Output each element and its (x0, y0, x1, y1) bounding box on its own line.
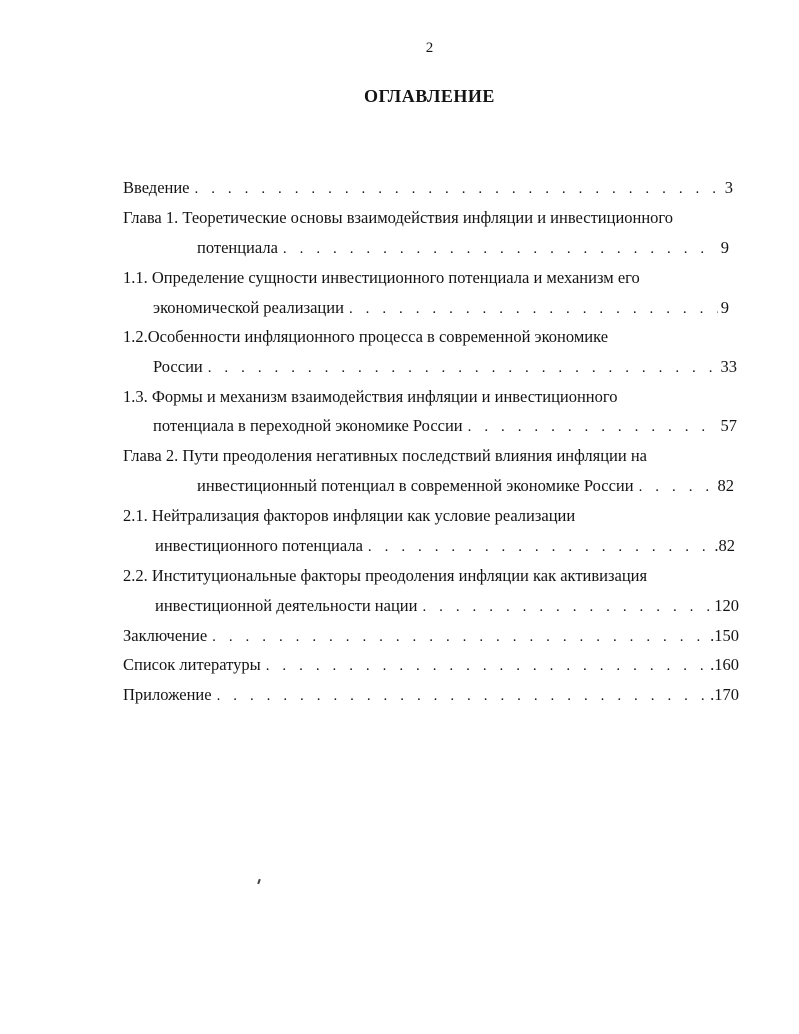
toc-entry-section-1-3[interactable] (153, 414, 737, 438)
toc-entry-label: России (153, 357, 203, 376)
page-number: 2 (425, 40, 434, 56)
toc-entry-chapter-1-line-1[interactable]: Глава 1. Теоретические основы взаимодействия инфляции и инвестиционного (123, 208, 674, 227)
toc-dot-leader (349, 297, 718, 321)
toc-entry-page: 9 (720, 238, 729, 257)
toc-entry-page: 3 (724, 178, 733, 197)
toc-title: ОГЛАВЛЕНИЕ (364, 86, 495, 106)
toc-dot-leader (208, 356, 718, 380)
toc-entry-section-2-1[interactable] (155, 534, 735, 558)
toc-entry-page: 9 (720, 298, 729, 317)
toc-entry-section-2-2-line-1[interactable]: 2.2. Институциональные факторы преодоления инфляции как активизация (123, 566, 648, 585)
toc-entry-label: Список литературы (123, 655, 261, 674)
toc-entry-page: .150 (710, 626, 739, 645)
toc-entry-introduction[interactable] (123, 176, 733, 200)
toc-entry-label: Приложение (123, 685, 212, 704)
toc-entry-chapter-2-line-1[interactable]: Глава 2. Пути преодоления негативных последствий влияния инфляции на (123, 446, 647, 465)
toc-entry-appendix[interactable] (123, 683, 739, 707)
toc-dot-leader (468, 415, 718, 439)
toc-entry-page: .82 (714, 536, 735, 555)
toc-entry-page: .170 (710, 685, 739, 704)
toc-entry-label: Заключение (123, 626, 208, 645)
toc-dot-leader (212, 625, 707, 649)
toc-entry-page: 82 (717, 476, 734, 495)
toc-entry-conclusion[interactable] (123, 624, 739, 648)
toc-entry-section-1-1[interactable] (153, 296, 729, 320)
toc-dot-leader (266, 654, 707, 678)
toc-entry-section-2-1-line-1[interactable]: 2.1. Нейтрализация факторов инфляции как условие реализации (123, 506, 576, 525)
toc-entry-section-1-2-line-1[interactable]: 1.2.Особенности инфляционного процесса в современной экономике (123, 327, 609, 346)
toc-entry-section-2-2[interactable] (155, 594, 739, 618)
toc-dot-leader (422, 595, 711, 619)
toc-entry-label: потенциала в переходной экономике России (153, 416, 463, 435)
toc-dot-leader (283, 237, 718, 261)
toc-dot-leader (217, 684, 708, 708)
toc-dot-leader (639, 475, 715, 499)
toc-entry-page: 57 (720, 416, 737, 435)
scan-speck (257, 879, 261, 884)
toc-entry-label: инвестиционной деятельности нации (155, 596, 418, 615)
toc-entry-page: 120 (714, 596, 739, 615)
toc-entry-label: инвестиционного потенциала (155, 536, 363, 555)
toc-entry-page: .160 (710, 655, 739, 674)
toc-entry-section-1-3-line-1[interactable]: 1.3. Формы и механизм взаимодействия инфляции и инвестиционного (123, 387, 618, 406)
toc-entry-bibliography[interactable] (123, 653, 739, 677)
toc-entry-chapter-2[interactable] (197, 474, 734, 498)
toc-dot-leader (368, 535, 711, 559)
toc-dot-leader (195, 177, 722, 201)
toc-entry-section-1-2[interactable] (153, 355, 737, 379)
toc-entry-label: потенциала (197, 238, 278, 257)
toc-entry-chapter-1[interactable] (197, 236, 729, 260)
toc-entry-label: инвестиционный потенциал в современной экономике России (197, 476, 634, 495)
toc-entry-section-1-1-line-1[interactable]: 1.1. Определение сущности инвестиционного потенциала и механизм его (123, 268, 640, 287)
toc-entry-label: Введение (123, 178, 190, 197)
toc-entry-page: 33 (720, 357, 737, 376)
toc-entry-label: экономической реализации (153, 298, 344, 317)
